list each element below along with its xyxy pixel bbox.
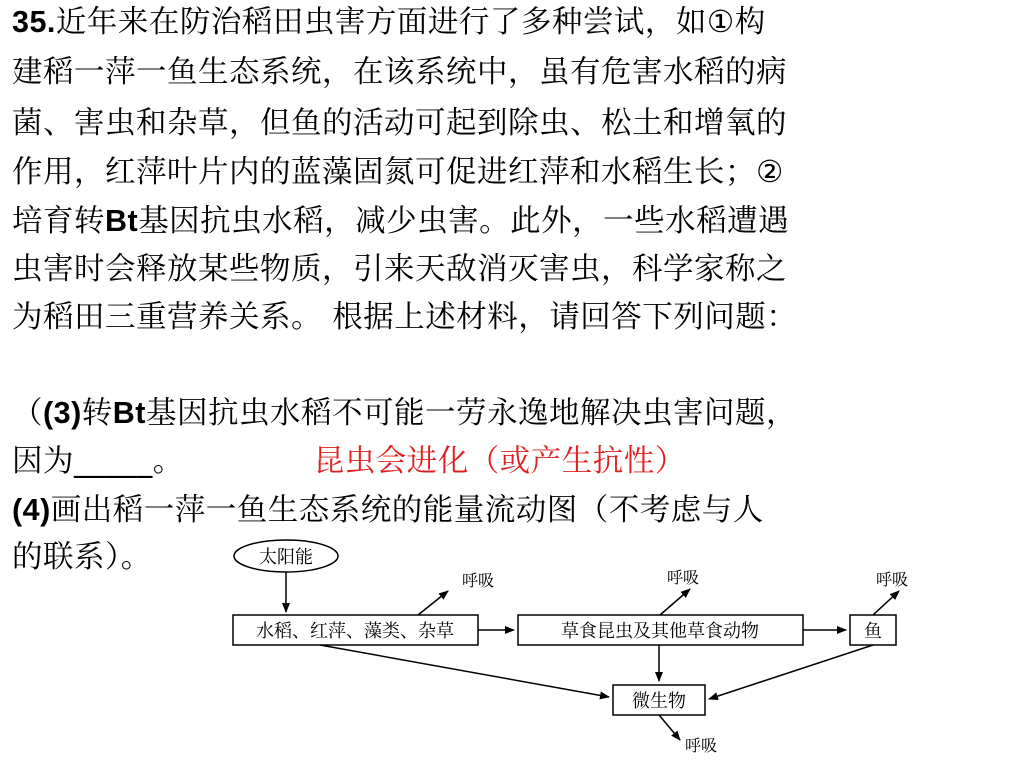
part3-bt-label: Bt: [112, 396, 146, 430]
producers-respiration-label: 呼吸: [462, 571, 495, 590]
arrow-producers-to-microbes: [320, 645, 609, 697]
sun-label: 太阳能: [259, 547, 313, 568]
arrow-producers-respiration: [418, 591, 448, 615]
part3-text-b: 基因抗虫水稻不可能一劳永逸地解决虫害问题，: [145, 396, 797, 431]
part4-number: (4): [12, 493, 51, 527]
line5-text-a: 培育转: [12, 204, 105, 239]
arrow-herbivores-respiration: [660, 589, 690, 615]
question-line-7: 为稻田三重营养关系。 根据上述材料，请回答下列问题：: [12, 300, 798, 335]
question-line-6: 虫害时会释放某些物质，引来天敌消灭害虫，科学家称之: [12, 252, 787, 287]
herbivores-label: 草食昆虫及其他草食动物: [561, 621, 759, 642]
part4-line-2: 的联系）。: [12, 540, 152, 575]
fish-label: 鱼: [864, 621, 882, 642]
herbivores-respiration-label: 呼吸: [667, 568, 700, 587]
part3-line-1: [12, 395, 797, 432]
microbes-respiration-label: 呼吸: [685, 736, 718, 755]
question-line-1: [12, 4, 766, 41]
question-line-4: 作用，红萍叶片内的蓝藻固氮可促进红萍和水稻生长；②: [12, 155, 784, 190]
question-stem-line-1: 近年来在防治稻田虫害方面进行了多种尝试，如①构: [55, 5, 766, 40]
part3-open-paren: （: [12, 396, 43, 431]
fish-respiration-label: 呼吸: [876, 570, 909, 589]
question-line-5: [12, 203, 789, 240]
arrow-fish-respiration: [873, 591, 899, 615]
arrow-fish-to-microbes: [709, 645, 873, 699]
bt-label: Bt: [105, 204, 139, 238]
part3-text-a: 转: [81, 396, 113, 431]
line5-text-b: 基因抗虫水稻，减少虫害。此外，一些水稻遭遇: [138, 204, 790, 239]
question-number: 35.: [12, 5, 56, 39]
part4-text: 画出稻一萍一鱼生态系统的能量流动图（不考虑与人: [50, 493, 764, 528]
part3-number: (3): [43, 396, 82, 430]
energy-flow-diagram: [200, 535, 960, 765]
part3-line-2: [12, 444, 686, 480]
arrow-microbes-respiration: [659, 715, 680, 740]
part3-blank-text: 因为_____。: [12, 444, 184, 479]
question-line-2: 建稻一萍一鱼生态系统，在该系统中，虽有危害水稻的病: [12, 55, 787, 90]
part4-line-1: [12, 492, 764, 529]
producers-label: 水稻、红萍、藻类、杂草: [256, 621, 454, 642]
part3-answer: 昆虫会进化（或产生抗性）: [313, 444, 686, 479]
question-line-3: 菌、害虫和杂草，但鱼的活动可起到除虫、松土和增氧的: [12, 106, 787, 141]
microbes-label: 微生物: [632, 691, 686, 712]
